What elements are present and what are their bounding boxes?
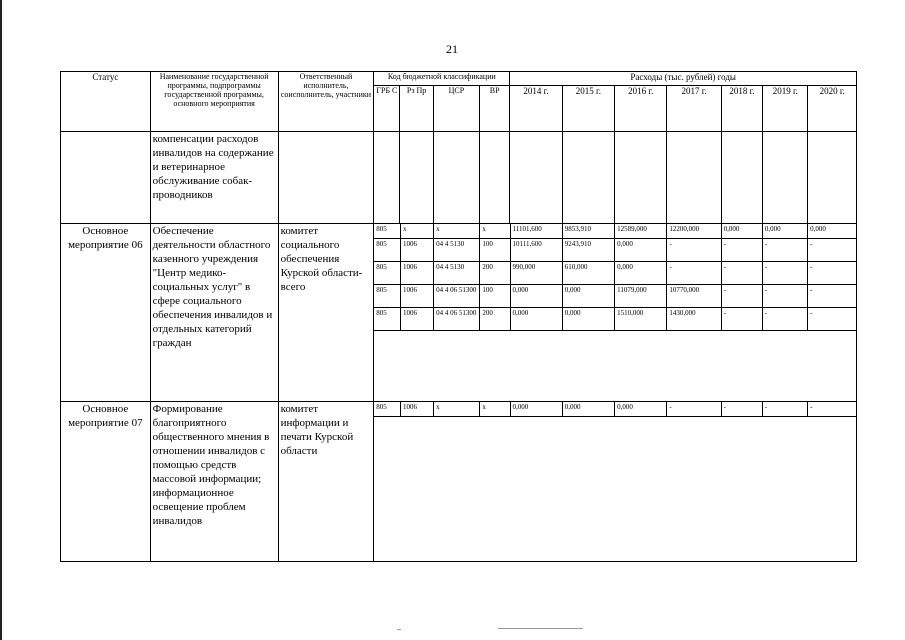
year-value-cell: 1510,000 (615, 307, 667, 330)
code-cell-vr: 100 (480, 284, 510, 307)
header-row-1 (61, 72, 857, 86)
measure07-value-table (374, 402, 856, 417)
measure-07-name: Формирование благоприятного общественного мнения в отношении инвалидов с помощью средств массовой информации; информационное освещение проблем инвалидов (150, 402, 278, 562)
code-cell-grbs: 805 (374, 224, 400, 238)
header-year: 2015 г. (562, 86, 614, 132)
code-cell-grbs: 805 (374, 402, 400, 416)
code-cell-rzpr: 1006 (400, 402, 433, 416)
year-value-cell: - (721, 238, 762, 261)
code-cell-csr: x (434, 224, 480, 238)
header-expenses: Расходы (тыс. рублей) годы (510, 72, 857, 86)
code-cell-grbs: 805 (374, 261, 400, 284)
header-status: Статус (61, 72, 151, 132)
header-year: 2018 г. (721, 86, 762, 132)
year-value-cell: 10111,600 (510, 238, 562, 261)
code-cell-rzpr: 1006 (400, 284, 433, 307)
year-value-cell: 0,000 (510, 402, 562, 416)
budget-row (374, 307, 856, 330)
year-value-cell: 12200,000 (667, 224, 721, 238)
year-value-cell: 10770,000 (667, 284, 721, 307)
year-value-cell: 0,000 (615, 238, 667, 261)
year-value-cell: - (762, 261, 807, 284)
year-value-cell: - (721, 402, 762, 416)
header-name: Наименование государственной программы, подпрограммы государственной программы, основного мероприятия (150, 72, 278, 132)
budget-table (60, 71, 857, 562)
code-cell-csr: 04 4 06 51300 (434, 284, 480, 307)
year-value-cell: 11079,000 (615, 284, 667, 307)
code-cell-grbs: 805 (374, 307, 400, 330)
header-year: 2020 г. (808, 86, 857, 132)
scan-artifact-line (498, 628, 583, 629)
measure-07-values (374, 402, 857, 562)
year-value-cell: - (762, 402, 807, 416)
code-cell-vr: 200 (480, 261, 510, 284)
header-year: 2016 г. (615, 86, 667, 132)
year-value-cell: 11101,600 (510, 224, 562, 238)
year-value-cell: - (721, 307, 762, 330)
budget-row (374, 284, 856, 307)
year-value-cell: - (667, 238, 721, 261)
header-csr: ЦСР (433, 86, 479, 132)
year-value-cell: 9853,910 (562, 224, 614, 238)
code-cell-grbs: 805 (374, 284, 400, 307)
code-cell-vr: 200 (480, 307, 510, 330)
header-vr: ВР (480, 86, 510, 132)
year-value-cell: 9243,910 (562, 238, 614, 261)
year-value-cell: 0,000 (510, 284, 562, 307)
year-value-cell: 0,000 (615, 261, 667, 284)
year-value-cell: - (808, 261, 856, 284)
measure-06-row (61, 224, 857, 402)
year-value-cell: 1430,000 (667, 307, 721, 330)
year-value-cell: - (762, 284, 807, 307)
year-value-cell: - (808, 238, 856, 261)
budget-row (374, 224, 856, 238)
code-cell-rzpr: x (400, 224, 433, 238)
header-rzpr: Рз Пр (400, 86, 433, 132)
measure-07-status: Основное мероприятие 07 (61, 402, 151, 562)
year-value-cell: - (721, 284, 762, 307)
year-value-cell: - (721, 261, 762, 284)
header-grbs: ГРБ С (374, 86, 400, 132)
year-value-cell: 0,000 (808, 224, 856, 238)
header-responsible: Ответственный исполнитель, соисполнитель, участники (278, 72, 374, 132)
page-number: 21 (446, 42, 458, 56)
year-value-cell: - (808, 284, 856, 307)
measure-06-name: Обеспечение деятельности областного казенного учреждения "Центр медико-социальных услуг" в сфере социального обеспечения инвалидов и отдельных категорий граждан (150, 224, 278, 402)
measure-06-values (374, 224, 857, 402)
measure-06-responsible: комитет социального обеспечения Курской области-всего (278, 224, 374, 402)
header-year: 2017 г. (667, 86, 721, 132)
page-edge-line (0, 0, 2, 640)
measure-07-responsible: комитет информации и печати Курской области (278, 402, 374, 562)
header-budget-code: Код бюджетной классификации (374, 72, 510, 86)
year-value-cell: 0,000 (762, 224, 807, 238)
budget-row (374, 402, 856, 416)
year-value-cell: 12589,000 (615, 224, 667, 238)
year-value-cell: 0,000 (562, 284, 614, 307)
code-cell-rzpr: 1006 (400, 238, 433, 261)
code-cell-csr: x (434, 402, 480, 416)
measure-06-status: Основное мероприятие 06 (61, 224, 151, 402)
code-cell-vr: x (480, 224, 510, 238)
budget-row (374, 261, 856, 284)
measure-07-row (61, 402, 857, 562)
year-value-cell: - (808, 307, 856, 330)
year-value-cell: 0,000 (510, 307, 562, 330)
code-cell-vr: x (480, 402, 510, 416)
continuation-name: компенсации расходов инвалидов на содержание и ветеринарное обслуживание собак-проводников (150, 132, 278, 224)
header-year: 2019 г. (763, 86, 808, 132)
code-cell-grbs: 805 (374, 238, 400, 261)
year-value-cell: - (762, 238, 807, 261)
year-value-cell: - (667, 402, 721, 416)
code-cell-vr: 100 (480, 238, 510, 261)
year-value-cell: 0,000 (615, 402, 667, 416)
year-value-cell: - (808, 402, 856, 416)
scan-artifact-mark (397, 629, 401, 630)
year-value-cell: 990,000 (510, 261, 562, 284)
budget-row (374, 238, 856, 261)
year-value-cell: - (667, 261, 721, 284)
code-cell-csr: 04 4 5130 (434, 261, 480, 284)
measure06-value-table (374, 224, 856, 331)
header-year: 2014 г. (510, 86, 562, 132)
code-cell-csr: 04 4 06 51300 (434, 307, 480, 330)
year-value-cell: 610,000 (562, 261, 614, 284)
code-cell-csr: 04 4 5130 (434, 238, 480, 261)
continuation-row (61, 132, 857, 224)
year-value-cell: - (762, 307, 807, 330)
year-value-cell: 0,000 (562, 402, 614, 416)
year-value-cell: 0,000 (562, 307, 614, 330)
code-cell-rzpr: 1006 (400, 307, 433, 330)
year-value-cell: 0,000 (721, 224, 762, 238)
code-cell-rzpr: 1006 (400, 261, 433, 284)
